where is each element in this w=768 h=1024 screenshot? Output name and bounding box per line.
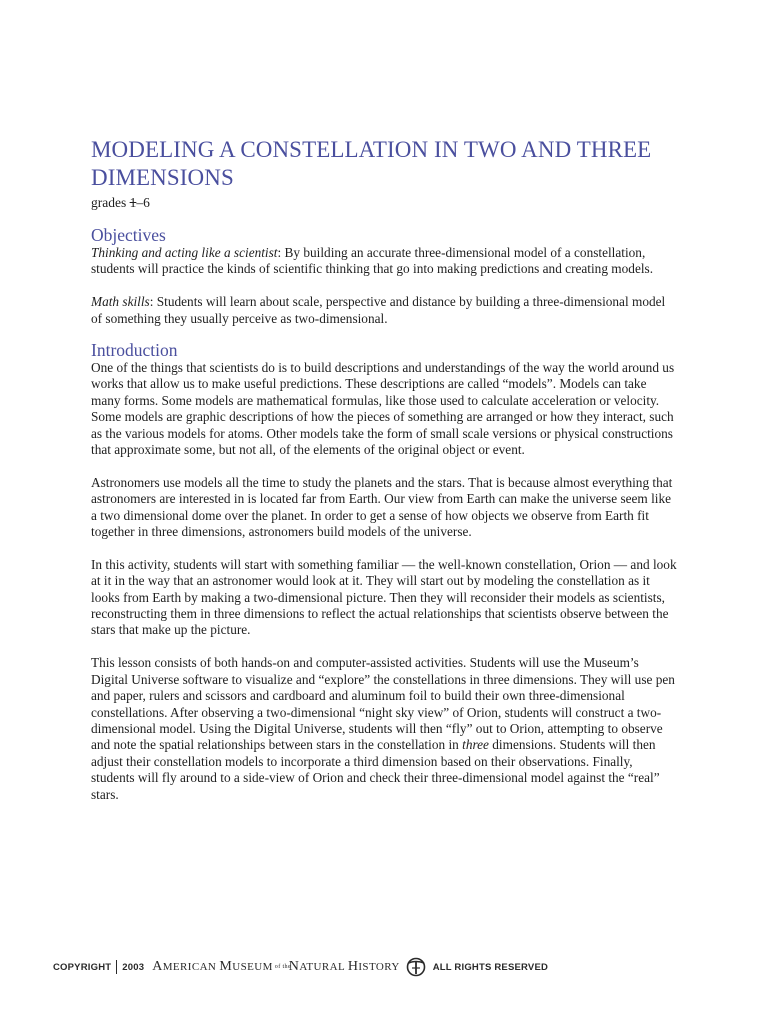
intro-paragraph: Astronomers use models all the time to study the planets and the stars. That is because almost everything that astronomers are interested in is located far from Earth. Our view from Earth can make the universe seem like a two dimensional dome over the planet. In order to get a sense of how objects we observe from Earth fit together in three dimensions, astronomers build models of the universe. bbox=[91, 474, 673, 540]
objectives-heading: Objectives bbox=[91, 225, 166, 245]
copyright-year: 2003 bbox=[122, 961, 145, 973]
grade-range bbox=[91, 195, 677, 211]
intro-paragraph: In this activity, students will start with something familiar — the well-known constellation, Orion — and look at it in the way that an astronomer would look at it. They will start out by modeling the constellation as it looks from Earth by making a two-dimensional picture. Then they will reconsider their models as scientists, reconstructing them in three dimensions to reflect the actual relationships that scientists observe between the stars that make up the picture. bbox=[91, 556, 677, 638]
introduction-heading: Introduction bbox=[91, 340, 178, 361]
footer-divider bbox=[116, 960, 117, 974]
copyright-label: COPYRIGHT bbox=[53, 961, 112, 973]
museum-initial: A bbox=[152, 959, 163, 974]
document-title: MODELING A CONSTELLATION IN TWO AND THREE DIMENSIONS bbox=[91, 137, 652, 190]
objective-lead: Thinking and acting like a scientist bbox=[91, 245, 278, 260]
objectives-section bbox=[91, 245, 677, 327]
museum-word: USEUM bbox=[232, 961, 273, 973]
objective-text: : Students will learn about scale, perspective and distance by building a three-dimensional model of something they usually perceive as two-dimensional. bbox=[91, 294, 666, 326]
intro-emphasis: three bbox=[462, 737, 489, 753]
objective-lead: Math skills bbox=[91, 294, 150, 310]
introduction-section bbox=[91, 360, 677, 803]
intro-paragraph: One of the things that scientists do is to build descriptions and understandings of the way the world around us works that allow us to make useful predictions. These descriptions are called “models”. Models can take many forms. Some models are mathematical formulas, like those used to calculate acceleration or velocity. Some models are graphic descriptions of how the pieces of something are arranged or how they interact, such as the various models for atoms. Other models take the form of small scale versions or physical constructions that approximate some, but not all, of the elements of the original object or event. bbox=[91, 360, 675, 458]
amnh-logo-icon bbox=[405, 957, 427, 977]
museum-initial: H bbox=[347, 959, 359, 974]
objective-paragraph bbox=[91, 245, 677, 278]
intro-text-before: This lesson consists of both hands-on and computer-assisted activities. Students will use the Museum’s Digital Universe software to visualize and “explore” the constellations in three dimensions. They will use pen and paper, rulers and scissors and cardboard and aluminum foil to build their own three-dimensional constellations. After observing a two-dimensional “night sky view” of Orion, students will construct a two-dimensional model. Using the Digital Universe, students will then “fly” out to Orion, attempting to observe and note the spatial relationships between stars in the constellation in bbox=[91, 655, 675, 753]
museum-of-the: of the bbox=[274, 964, 292, 971]
museum-initial: N bbox=[288, 959, 300, 974]
grades-suffix: –6 bbox=[136, 195, 150, 210]
intro-paragraph bbox=[91, 655, 677, 803]
document-page bbox=[91, 136, 677, 803]
grades-prefix: grades bbox=[91, 195, 130, 210]
objective-text: : By building an accurate three-dimensional model of a constellation, students will practice the kinds of scientific thinking that go into making predictions and creating models. bbox=[91, 245, 654, 277]
museum-word: MERICAN bbox=[162, 961, 220, 973]
rights-reserved: ALL RIGHTS RESERVED bbox=[432, 961, 549, 973]
museum-word: ATURAL bbox=[299, 961, 348, 973]
museum-initial: M bbox=[219, 959, 233, 974]
copyright-footer bbox=[53, 958, 548, 976]
objective-paragraph bbox=[91, 294, 677, 327]
intro-text-after: dimensions. Students will then adjust their constellation models to incorporate a third dimension based on their observations. Finally, students will fly around to a side-view of Orion and check their three-dimensional model against the “real” stars. bbox=[91, 737, 660, 802]
museum-word: ISTORY bbox=[358, 961, 400, 973]
grades-struck-number: 1 bbox=[129, 195, 137, 210]
museum-name bbox=[152, 959, 399, 975]
